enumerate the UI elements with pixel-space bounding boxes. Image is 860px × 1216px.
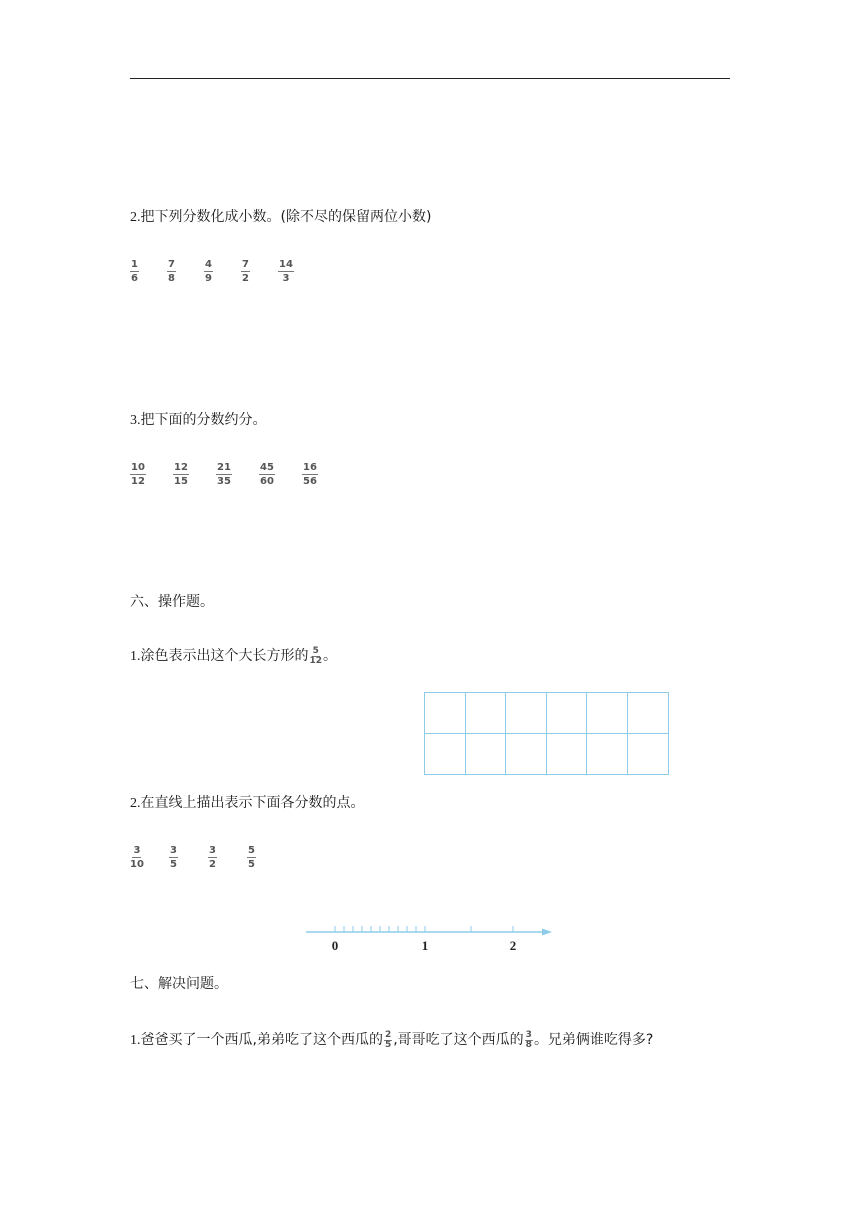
numerator: 3 xyxy=(133,845,141,856)
denominator: 15 xyxy=(174,476,188,487)
denominator: 6 xyxy=(131,273,138,284)
fraction-item xyxy=(167,259,176,284)
number-line-label-1: 1 xyxy=(421,938,429,953)
question-number: 2. xyxy=(130,210,141,225)
inline-fraction xyxy=(525,1031,533,1050)
denominator: 10 xyxy=(130,859,144,870)
inline-fraction xyxy=(310,647,323,666)
numerator: 3 xyxy=(209,845,216,856)
fraction-item xyxy=(130,259,139,284)
question-number: 3. xyxy=(130,413,141,428)
numerator: 3 xyxy=(170,845,177,856)
question-2 xyxy=(130,207,431,228)
question-text-a: 爸爸买了一个西瓜,弟弟吃了这个西瓜的 xyxy=(140,1032,383,1048)
denominator: 3 xyxy=(282,273,290,284)
denominator: 8 xyxy=(525,1039,532,1050)
numerator: 21 xyxy=(217,462,231,473)
denominator: 56 xyxy=(303,476,317,487)
fraction-item xyxy=(216,462,232,487)
grid-cell[interactable] xyxy=(587,734,628,775)
denominator: 12 xyxy=(309,655,323,666)
rectangle-grid[interactable] xyxy=(424,692,669,775)
numerator: 5 xyxy=(248,845,255,856)
grid-cell[interactable] xyxy=(628,693,669,734)
numerator: 2 xyxy=(384,1029,392,1040)
denominator: 9 xyxy=(205,273,212,284)
grid-cell[interactable] xyxy=(466,734,507,775)
fraction-item xyxy=(247,845,256,870)
fraction-item xyxy=(278,259,294,284)
numerator: 10 xyxy=(131,462,145,473)
grid-cell[interactable] xyxy=(547,734,588,775)
numerator: 12 xyxy=(174,462,188,473)
question-text: 把下面的分数约分。 xyxy=(140,412,267,428)
fraction-item xyxy=(204,259,213,284)
denominator: 60 xyxy=(260,476,274,487)
grid-cell[interactable] xyxy=(425,734,466,775)
question-text: 把下列分数化成小数。(除不尽的保留两位小数) xyxy=(140,209,432,225)
denominator: 5 xyxy=(170,859,177,870)
section-7-title: 七、解决问题。 xyxy=(130,976,228,992)
inline-fraction xyxy=(384,1031,392,1050)
fraction-item xyxy=(173,462,189,487)
section-6-question-2 xyxy=(130,793,365,814)
numerator: 14 xyxy=(279,259,293,270)
denominator: 2 xyxy=(209,859,216,870)
denominator: 5 xyxy=(384,1039,392,1050)
question-number: 1. xyxy=(130,1033,141,1048)
question-number: 2. xyxy=(130,796,141,811)
fraction-item xyxy=(259,462,275,487)
fraction-item xyxy=(130,845,144,870)
numerator: 1 xyxy=(131,259,138,270)
fraction-item xyxy=(169,845,178,870)
numerator: 3 xyxy=(525,1029,532,1040)
question-text-b: ,哥哥吃了这个西瓜的 xyxy=(393,1032,524,1048)
fraction-item xyxy=(208,845,217,870)
grid-cell[interactable] xyxy=(506,734,547,775)
fraction-item xyxy=(241,259,250,284)
denominator: 2 xyxy=(242,273,249,284)
number-line-arrow xyxy=(542,929,552,936)
section-6-question-1 xyxy=(130,646,337,667)
numerator: 7 xyxy=(168,259,175,270)
grid-cell[interactable] xyxy=(628,734,669,775)
number-line-label-0: 0 xyxy=(331,938,339,953)
grid-cell[interactable] xyxy=(466,693,507,734)
denominator: 12 xyxy=(131,476,145,487)
numerator: 45 xyxy=(260,462,274,473)
question-text: 在直线上描出表示下面各分数的点。 xyxy=(140,795,365,811)
header-rule xyxy=(130,78,730,79)
fraction-item xyxy=(130,462,146,487)
fraction-item xyxy=(302,462,318,487)
denominator: 5 xyxy=(248,859,255,870)
grid-cell[interactable] xyxy=(506,693,547,734)
question-suffix: 。 xyxy=(323,648,338,664)
number-line-ticks xyxy=(335,926,513,932)
section-7-question-1 xyxy=(130,1030,653,1051)
grid-cell[interactable] xyxy=(425,693,466,734)
section-6-title: 六、操作题。 xyxy=(130,594,214,610)
question-3 xyxy=(130,410,267,431)
numerator: 7 xyxy=(242,259,249,270)
numerator: 16 xyxy=(303,462,317,473)
numerator: 5 xyxy=(312,645,319,656)
numerator: 4 xyxy=(205,259,212,270)
grid-cell[interactable] xyxy=(587,693,628,734)
question-number: 1. xyxy=(130,649,141,664)
number-line-label-2: 2 xyxy=(509,938,517,953)
grid-cell[interactable] xyxy=(547,693,588,734)
number-line[interactable] xyxy=(300,918,560,954)
denominator: 35 xyxy=(217,476,231,487)
question-text-c: 。兄弟俩谁吃得多? xyxy=(533,1032,654,1048)
denominator: 8 xyxy=(168,273,175,284)
question-text: 涂色表示出这个大长方形的 xyxy=(140,648,309,664)
